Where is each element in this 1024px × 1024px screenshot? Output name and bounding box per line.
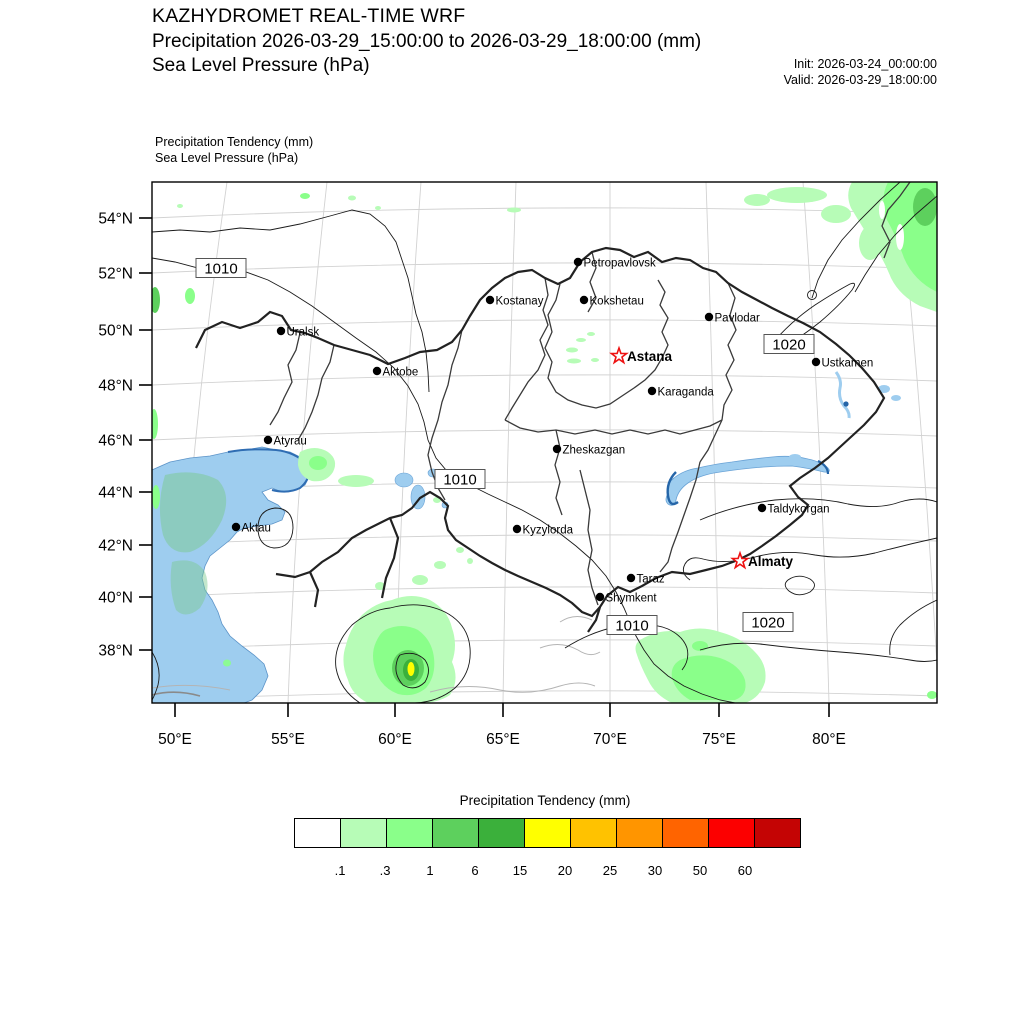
legend-threshold-label: 20 [557, 863, 573, 878]
lat-tick-label: 52°N [98, 265, 133, 283]
lon-tick-label: 70°E [593, 731, 627, 748]
city-label: Almaty [748, 554, 794, 569]
lon-tick-label: 80°E [812, 731, 846, 748]
lon-tick-label: 60°E [378, 731, 412, 748]
city-label: Aktobe [382, 366, 419, 379]
max-precip-spot [408, 662, 415, 676]
city-label: Atyrau [273, 435, 307, 448]
lat-tick-label: 54°N [98, 210, 133, 228]
city-dot-icon [373, 367, 381, 375]
city-label: Uralsk [286, 326, 320, 339]
lon-tick-label: 55°E [271, 731, 305, 748]
city-dot-icon [648, 387, 656, 395]
legend-color-cell [432, 818, 479, 848]
legend-threshold-label: 60 [737, 863, 753, 878]
lat-tick-label: 48°N [98, 377, 133, 395]
lat-tick-label: 44°N [98, 484, 133, 502]
legend-threshold-label: 50 [692, 863, 708, 878]
pressure-label: 1010 [443, 471, 477, 489]
lon-tick-label: 65°E [486, 731, 520, 748]
city-dot-icon [758, 504, 766, 512]
legend-color-cell [662, 818, 709, 848]
city-label: Taraz [636, 573, 665, 586]
lat-tick-label: 40°N [98, 589, 133, 607]
city-label: Petropavlovsk [583, 257, 656, 270]
city-dot-icon [486, 296, 494, 304]
city-label: Kyzylorda [522, 524, 573, 537]
legend-color-cell [386, 818, 433, 848]
city-dot-icon [812, 358, 820, 366]
map-caption-pressure: Sea Level Pressure (hPa) [155, 151, 299, 165]
page-title: KAZHYDROMET REAL-TIME WRF [152, 5, 466, 27]
legend-color-cell [616, 818, 663, 848]
zaysan-lakes [789, 372, 901, 460]
lat-tick-label: 50°N [98, 322, 133, 340]
city-label: Ustkamen [821, 357, 874, 370]
city-label: Pavlodar [714, 312, 760, 325]
legend-color-cell [294, 818, 341, 848]
city-label: Aktau [241, 522, 271, 535]
legend-colorbar [295, 818, 801, 848]
legend-threshold-label: 25 [602, 863, 618, 878]
legend-threshold-label: .3 [379, 863, 391, 878]
legend-color-cell [478, 818, 525, 848]
city-label: Zheskazgan [562, 444, 626, 457]
legend-color-cell [570, 818, 617, 848]
pressure-label: 1020 [751, 614, 785, 632]
city-dot-icon [627, 574, 635, 582]
city-dot-icon [232, 523, 240, 531]
init-time: Init: 2026-03-24_00:00:00 [793, 57, 937, 71]
city-dot-icon [705, 313, 713, 321]
legend-threshold-label: .1 [334, 863, 346, 878]
legend-color-cell [754, 818, 801, 848]
lon-tick-label: 75°E [702, 731, 736, 748]
layer-title: Sea Level Pressure (hPa) [152, 55, 370, 76]
city-dot-icon [513, 525, 521, 533]
lat-tick-label: 38°N [98, 642, 133, 660]
city-dot-icon [553, 445, 561, 453]
city-label: Kostanay [495, 295, 544, 308]
pressure-label: 1010 [615, 617, 649, 635]
city-label: Taldykorgan [767, 503, 830, 516]
legend-color-cell [340, 818, 387, 848]
city-label: Shymkent [605, 592, 657, 605]
map-caption-precip: Precipitation Tendency (mm) [155, 135, 314, 149]
city-label: Astana [627, 349, 673, 364]
lat-tick-label: 42°N [98, 537, 133, 555]
city-label: Karaganda [657, 386, 714, 399]
lon-tick-label: 50°E [158, 731, 192, 748]
legend-color-cell [524, 818, 571, 848]
pressure-label: 1020 [772, 336, 806, 354]
city-dot-icon [596, 593, 604, 601]
region-borders [270, 182, 910, 605]
page-subtitle: Precipitation 2026-03-29_15:00:00 to 2026-03-29_18:00:00 (mm) [152, 31, 702, 52]
city-label: Kokshetau [589, 295, 644, 308]
city-dot-icon [574, 258, 582, 266]
city-dot-icon [580, 296, 588, 304]
lat-tick-label: 46°N [98, 432, 133, 450]
legend-threshold-label: 6 [471, 863, 479, 878]
legend-threshold-label: 15 [512, 863, 528, 878]
legend-color-cell [708, 818, 755, 848]
city-star-icon [611, 348, 626, 363]
valid-time: Valid: 2026-03-29_18:00:00 [783, 72, 937, 87]
legend-threshold-label: 30 [647, 863, 663, 878]
city-dot-icon [277, 327, 285, 335]
pressure-label: 1010 [204, 260, 238, 278]
legend-title: Precipitation Tendency (mm) [459, 793, 631, 808]
city-dot-icon [264, 436, 272, 444]
legend-threshold-label: 1 [426, 863, 434, 878]
